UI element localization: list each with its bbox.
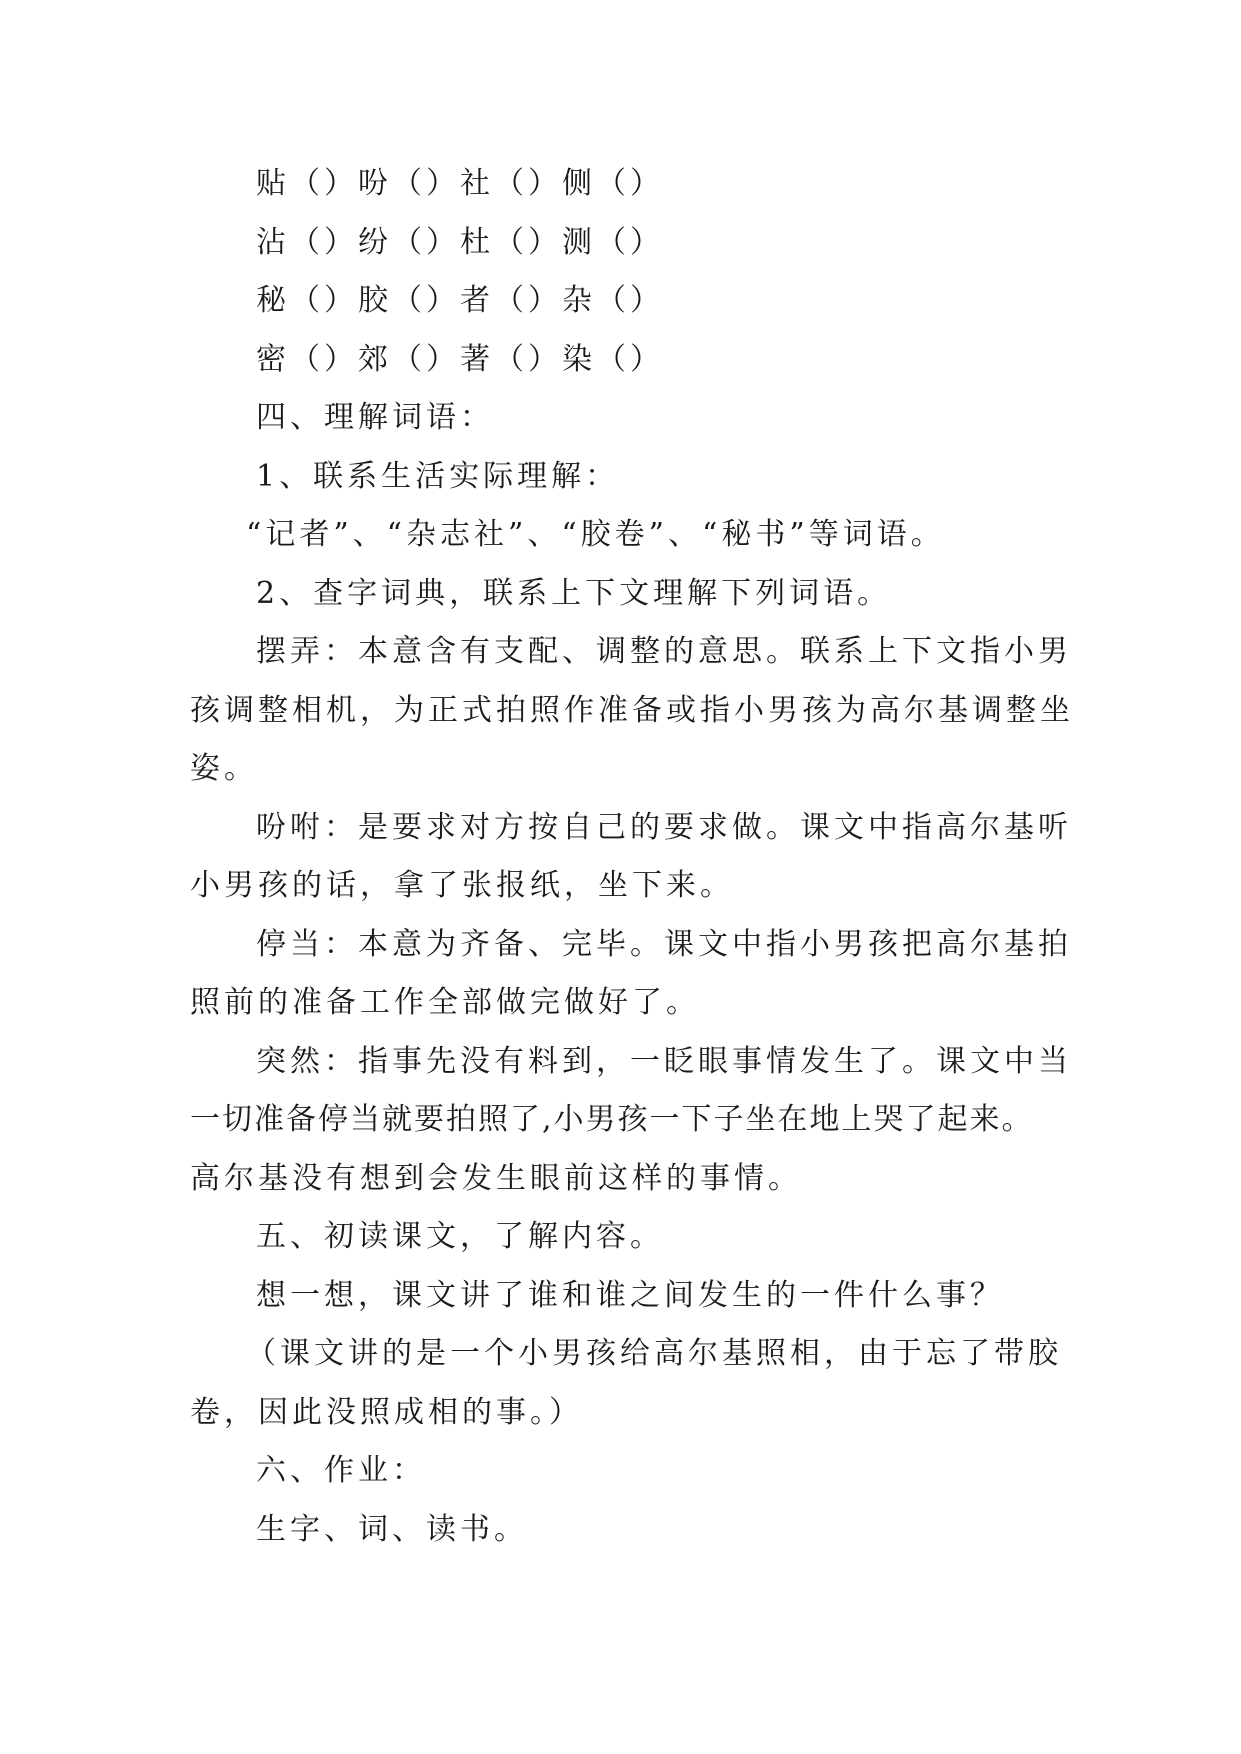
definition-turan-line-3: 高尔基没有想到会发生眼前这样的事情。 — [190, 1160, 802, 1196]
vocab-list-line: “记者”、“杂志社”、“胶卷”、“秘书”等词语。 — [246, 517, 945, 552]
definition-bainong-line-1: 摆弄：本意含有支配、调整的意思。联系上下文指小男 — [256, 634, 1072, 669]
char-group-row-3: 秘（）胶（）者（）杂（） — [256, 283, 664, 318]
definition-turan-line-2: 一切准备停当就要拍照了,小男孩一下子坐在地上哭了起来。 — [190, 1102, 1034, 1137]
homework-text: 生字、词、读书。 — [256, 1511, 528, 1547]
char-group-row-1: 贴（）吩（）社（）侧（） — [256, 166, 664, 201]
section-heading-4: 四、理解词语： — [256, 400, 494, 435]
definition-fenfu-line-2: 小男孩的话，拿了张报纸，坐下来。 — [190, 868, 734, 903]
definition-bainong-line-3: 姿。 — [190, 751, 258, 786]
char-group-row-2: 沾（）纷（）杜（）测（） — [256, 224, 664, 260]
subsection-2: 2、查字词典，联系上下文理解下列词语。 — [256, 575, 892, 611]
answer-line-2: 卷，因此没照成相的事。） — [190, 1394, 583, 1430]
answer-line-1: （课文讲的是一个小男孩给高尔基照相，由于忘了带胶 — [246, 1336, 1062, 1371]
subsection-1: 1、联系生活实际理解： — [256, 458, 620, 494]
section-heading-5: 五、初读课文，了解内容。 — [256, 1219, 664, 1254]
char-group-row-4: 密（）郊（）著（）染（） — [256, 341, 664, 377]
definition-fenfu-line-1: 吩咐：是要求对方按自己的要求做。课文中指高尔基听 — [256, 809, 1072, 845]
definition-tingdang-line-2: 照前的准备工作全部做完做好了。 — [190, 985, 700, 1020]
document-body — [190, 155, 1074, 1559]
definition-turan-line-1: 突然：指事先没有料到，一眨眼事情发生了。课文中当 — [256, 1043, 1072, 1079]
section-heading-6: 六、作业： — [256, 1453, 426, 1488]
definition-bainong-line-2: 孩调整相机，为正式拍照作准备或指小男孩为高尔基调整坐 — [190, 692, 1074, 728]
definition-tingdang-line-1: 停当：本意为齐备、完毕。课文中指小男孩把高尔基拍 — [256, 926, 1072, 962]
question-text: 想一想，课文讲了谁和谁之间发生的一件什么事？ — [256, 1277, 1004, 1313]
